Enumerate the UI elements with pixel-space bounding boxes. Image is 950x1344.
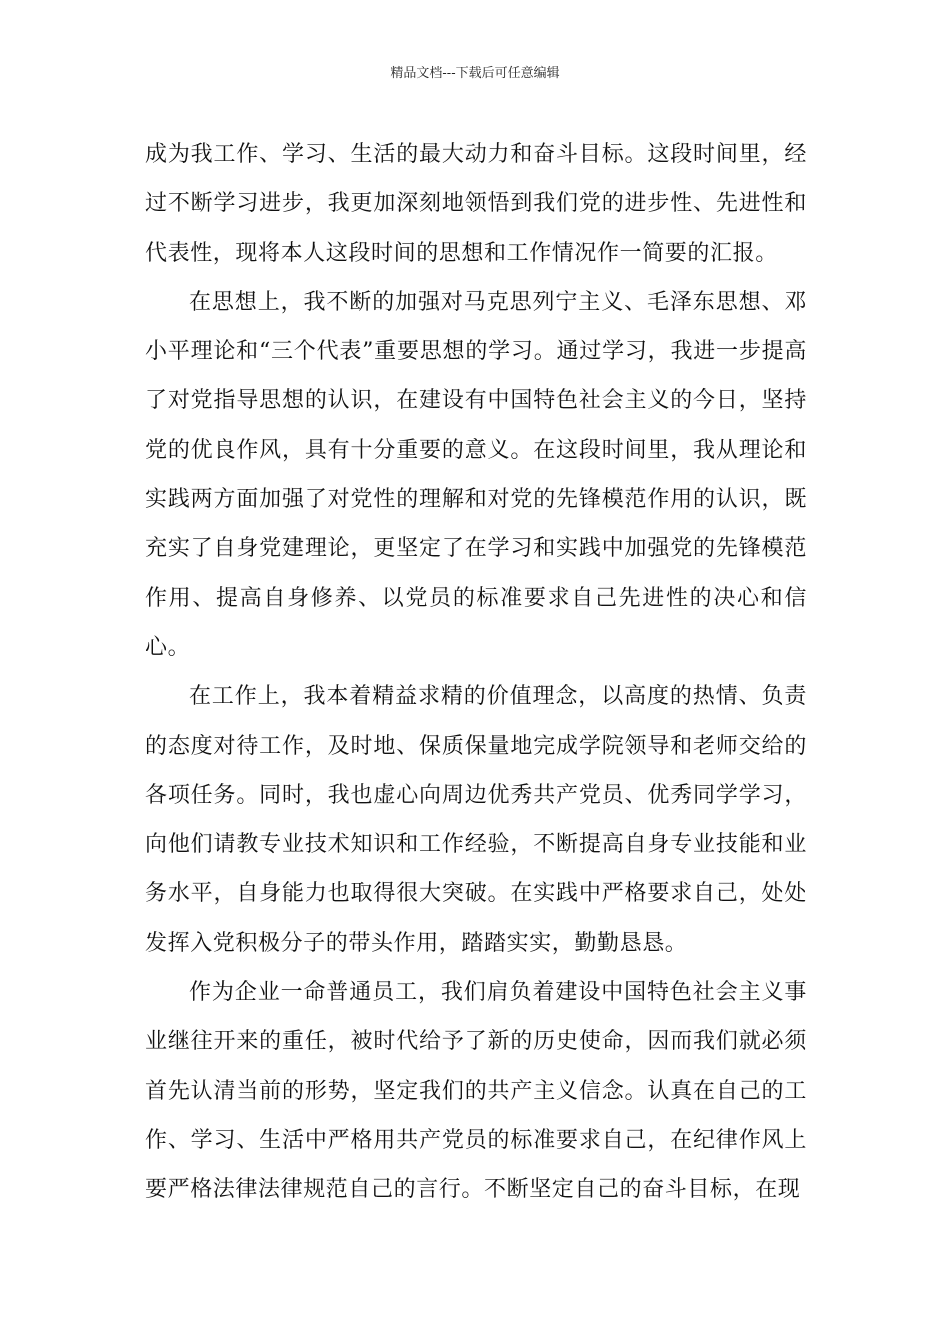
page-header: 精品文档---下载后可任意编辑 bbox=[390, 66, 560, 81]
document-body bbox=[145, 130, 807, 1215]
paragraph-continuation: 成为我工作、学习、生活的最大动力和奋斗目标。这段时间里，经过不断学习进步，我更加深刻地领悟到我们党的进步性、先进性和代表性，现将本人这段时间的思想和工作情况作一简要的汇报。 bbox=[145, 142, 807, 266]
paragraph-thought: 在思想上，我不断的加强对马克思列宁主义、毛泽东思想、邓小平理论和“三个代表”重要思想的学习。通过学习，我进一步提高了对党指导思想的认识，在建设有中国特色社会主义的今日，坚持党的优良作风，具有十分重要的意义。在这段时间里，我从理论和实践两方面加强了对党性的理解和对党的先锋模范作用的认识，既充实了自身党建理论，更坚定了在学习和实践中加强党的先锋模范作用、提高自身修养、以党员的标准要求自己先进性的决心和信心。 bbox=[145, 289, 807, 660]
paragraph-employee: 作为企业一命普通员工，我们肩负着建设中国特色社会主义事业继往开来的重任，被时代给予了新的历史使命，因而我们就必须首先认清当前的形势，坚定我们的共产主义信念。认真在自己的工作、学习、生活中严格用共产党员的标准要求自己，在纪律作风上要严格法律法律规范自己的言行。不断坚定自己的奋斗目标，在现 bbox=[145, 980, 807, 1203]
paragraph-work: 在工作上，我本着精益求精的价值理念，以高度的热情、负责的态度对待工作，及时地、保质保量地完成学院领导和老师交给的各项任务。同时，我也虚心向周边优秀共产党员、优秀同学学习，向他们请教专业技术知识和工作经验，不断提高自身专业技能和业务水平，自身能力也取得很大突破。在实践中严格要求自己，处处发挥入党积极分子的带头作用，踏踏实实，勤勤恳恳。 bbox=[145, 684, 807, 956]
